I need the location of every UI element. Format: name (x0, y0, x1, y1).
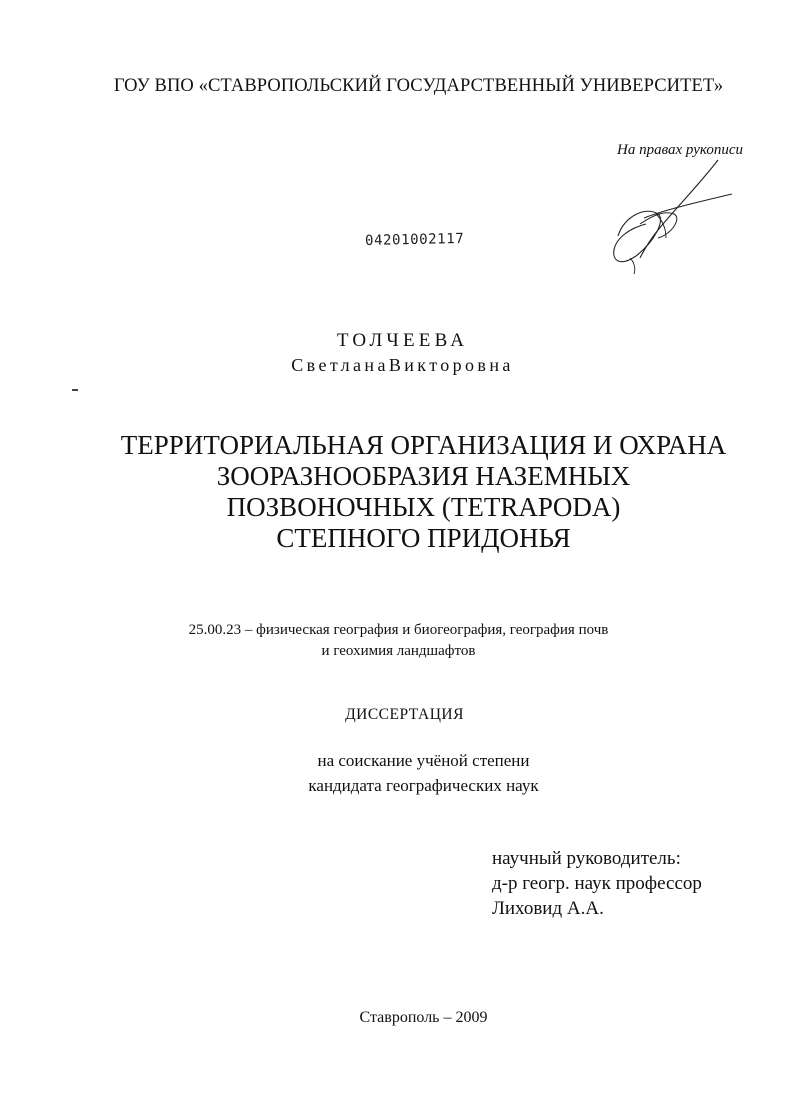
specialty-code (0, 620, 797, 662)
dissertation-title (25, 430, 797, 554)
supervisor-line: д-р геогр. наук профессор (492, 873, 702, 894)
degree-line: на соискание учёной степени (317, 751, 530, 770)
institution-name: ГОУ ВПО «СТАВРОПОЛЬСКИЙ ГОСУДАРСТВЕННЫЙ УНИВЕРСИТЕТ» (113, 76, 724, 96)
title-line: ТЕРРИТОРИАЛЬНАЯ ОРГАНИЗАЦИЯ И ОХРАНА (120, 430, 727, 460)
title-line: ПОЗВОНОЧНЫХ (TETRAPODA) (226, 492, 621, 522)
supervisor-line: научный руководитель: (492, 848, 681, 869)
title-line: СТЕПНОГО ПРИДОНЬЯ (276, 523, 571, 553)
degree-statement (25, 748, 797, 798)
degree-line: кандидата географических наук (308, 776, 539, 795)
specialty-line: 25.00.23 – физическая география и биогеография, география почв (188, 622, 609, 638)
specialty-line: и геохимия ландшафтов (321, 643, 476, 659)
supervisor-block (492, 846, 702, 921)
inventory-number: 04201002117 (364, 230, 465, 249)
signature-icon (600, 158, 740, 278)
title-line: ЗООРАЗНООБРАЗИЯ НАЗЕМНЫХ (216, 461, 631, 491)
scan-mark (72, 389, 78, 391)
work-type: ДИССЕРТАЦИЯ (345, 706, 464, 723)
author-surname: ТОЛЧЕЕВА (336, 330, 469, 351)
supervisor-line: Лиховид А.А. (492, 898, 604, 919)
manuscript-rights-note: На правах рукописи (617, 142, 743, 158)
author-given-names: СветланаВикторовна (291, 355, 514, 375)
place-and-year: Ставрополь – 2009 (359, 1009, 488, 1026)
